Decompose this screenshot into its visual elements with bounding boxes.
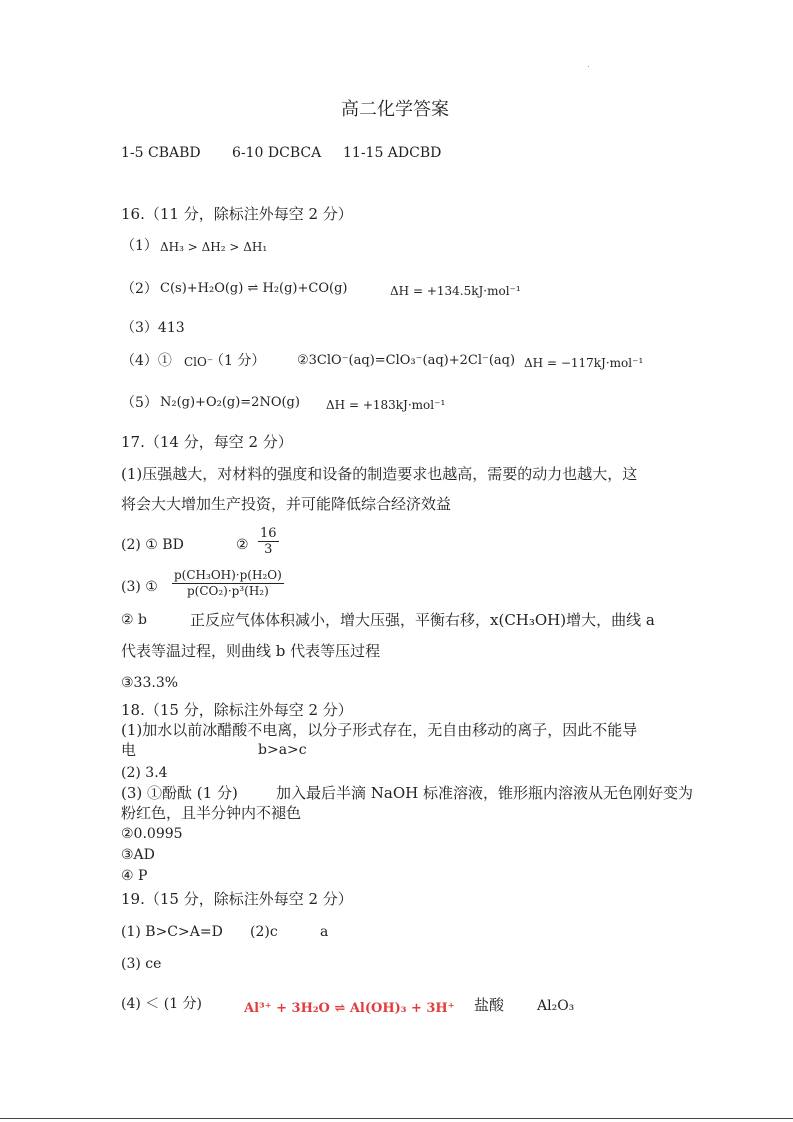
q16-part4-species: ClO⁻ xyxy=(184,355,214,369)
q19-part4-acid: 盐酸 xyxy=(474,996,505,1014)
q17-heading: 17.（14 分，每空 2 分） xyxy=(121,433,293,451)
page-title: 高二化学答案 xyxy=(341,99,449,120)
q17-part3-label: (3) ① xyxy=(121,579,158,595)
q17-part3b-line2: 代表等温过程，则曲线 b 代表等压过程 xyxy=(121,642,381,660)
q18-heading: 18.（15 分，除标注外每空 2 分） xyxy=(121,701,353,719)
q18-part3-errors: ③AD xyxy=(121,847,155,863)
expression-numerator: p(CH₃OH)·p(H₂O) xyxy=(174,568,282,582)
q17-part2-answer: (2) ① BD xyxy=(121,537,184,553)
q18-part1-line1: (1)加水以前冰醋酸不电离，以分子形式存在，无自由移动的离子，因此不能导 xyxy=(121,721,638,739)
q17-part3c-answer: ③33.3% xyxy=(121,675,179,691)
q17-part2-fraction xyxy=(258,526,279,557)
q16-heading: 16.（11 分，除标注外每空 2 分） xyxy=(121,205,353,223)
speck xyxy=(588,66,589,67)
q18-part3-endpoint-line2: 粉红色，且半分钟内不褪色 xyxy=(121,804,302,822)
bottom-rule xyxy=(0,1118,793,1119)
q17-part3-expression xyxy=(172,568,284,599)
q18-part1-line2-b: b>a>c xyxy=(258,742,307,758)
q17-part2-second-label: ② xyxy=(236,537,249,553)
q17-part1-line2: 将会大大增加生产投资，并可能降低综合经济效益 xyxy=(121,495,452,513)
q19-part2-answer-a: (2)c xyxy=(250,924,278,940)
q16-part5-enthalpy: ΔH = +183kJ·mol⁻¹ xyxy=(326,398,446,412)
q18-part3-point: ④ P xyxy=(121,868,148,884)
mc-answers-11-15: 11-15 ADCBD xyxy=(343,145,442,161)
q16-part5-label: （5） xyxy=(121,395,158,411)
q16-part4-score: （1 分） xyxy=(210,353,266,369)
q16-part5-equation: N₂(g)+O₂(g)=2NO(g) xyxy=(160,395,300,410)
mc-answers-6-10: 6-10 DCBCA xyxy=(232,145,322,161)
expression-denominator: p(CO₂)·p³(H₂) xyxy=(186,584,269,598)
q16-part2-equation: C(s)+H₂O(g) ⇌ H₂(g)+CO(g) xyxy=(160,281,348,296)
q19-part3-answer: (3) ce xyxy=(121,956,162,972)
q16-part1-answer: ΔH₃ > ΔH₂ > ΔH₁ xyxy=(160,240,268,254)
q16-part1-label: （1） xyxy=(121,238,158,254)
q18-part3-concentration: ②0.0995 xyxy=(121,826,183,842)
fraction-numerator: 16 xyxy=(260,526,277,541)
mc-answers-1-5: 1-5 CBABD xyxy=(121,145,201,161)
q19-part4-oxide: Al₂O₃ xyxy=(537,998,575,1014)
q18-part3-indicator: (3) ①酚酞 (1 分) xyxy=(121,784,238,802)
q19-part4-hydrolysis-equation: Al³⁺ + 3H₂O ⇌ Al(OH)₃ + 3H⁺ xyxy=(244,1001,455,1016)
q16-part4-equation: ②3ClO⁻(aq)=ClO₃⁻(aq)+2Cl⁻(aq) xyxy=(297,353,516,368)
q19-part4-label: (4) ＜ (1 分) xyxy=(121,996,203,1012)
q16-part3-answer: （3）413 xyxy=(121,320,185,336)
q19-part1-answer: (1) B>C>A=D xyxy=(121,924,223,940)
q16-part2-label: （2） xyxy=(121,281,158,297)
q16-part2-enthalpy: ΔH = +134.5kJ·mol⁻¹ xyxy=(390,284,521,298)
q19-part2-answer-b: a xyxy=(320,924,329,940)
q16-part4-enthalpy: ΔH = −117kJ·mol⁻¹ xyxy=(524,356,644,370)
q17-part3b-label: ② b xyxy=(121,612,147,628)
q16-part4-label: （4）① xyxy=(121,353,172,369)
q17-part3b-line1: 正反应气体体积减小，增大压强，平衡右移，x(CH₃OH)增大，曲线 a xyxy=(190,611,655,629)
q19-heading: 19.（15 分，除标注外每空 2 分） xyxy=(121,890,353,908)
q17-part1-line1: (1)压强越大，对材料的强度和设备的制造要求也越高，需要的动力也越大，这 xyxy=(121,465,638,483)
q18-part2-answer: (2) 3.4 xyxy=(121,765,168,781)
fraction-denominator: 3 xyxy=(264,542,273,557)
q18-part3-endpoint: 加入最后半滴 NaOH 标准溶液，锥形瓶内溶液从无色刚好变为 xyxy=(276,784,693,802)
q18-part1-line2-a: 电 xyxy=(121,741,137,759)
